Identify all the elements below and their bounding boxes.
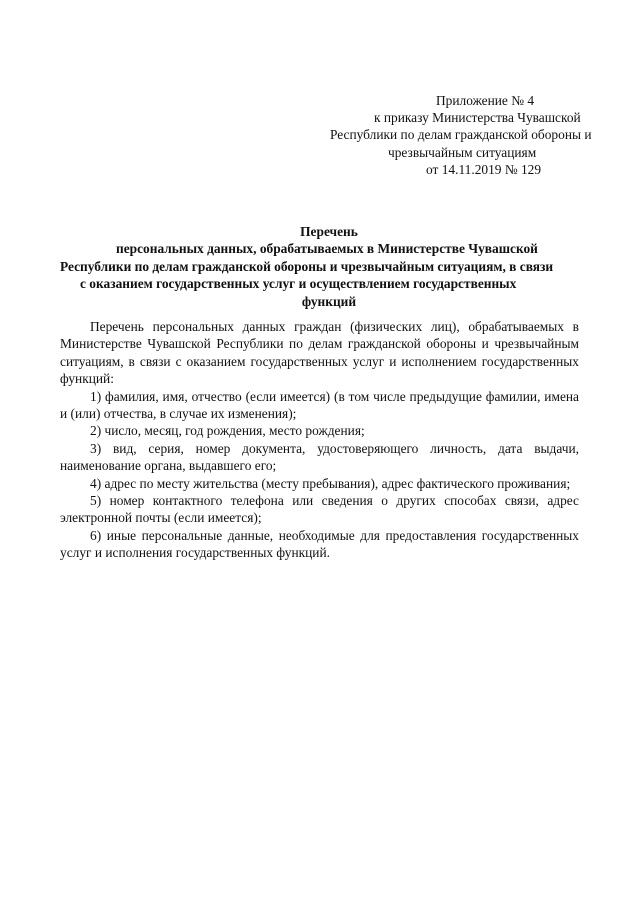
title-line-4: с оказанием государственных услуг и осуществлением государственных (80, 276, 517, 292)
appendix-order-date: от 14.11.2019 № 129 (426, 161, 542, 177)
list-item: 2) число, месяц, год рождения, место рождения; (90, 423, 365, 439)
title-line-5: функций (301, 293, 357, 309)
list-item: 1) фамилия, имя, отчество (если имеется) (в том числе предыдущие фамилии, имена и (или) отчества, в случае их изменения); (60, 388, 579, 422)
list-item: 5) номер контактного телефона или сведения о других способах связи, адрес электронной почты (если имеется); (60, 493, 579, 526)
list-item: 4) адрес по месту жительства (месту пребывания), адрес фактического проживания; (90, 475, 571, 491)
appendix-header (300, 92, 616, 178)
document-body (60, 318, 579, 562)
title-line-2: персональных данных, обрабатываемых в Министерстве Чувашской (116, 241, 538, 257)
document-title (60, 223, 580, 310)
appendix-ministry-line: Республики по делам гражданской обороны и (330, 127, 592, 143)
title-line-1: Перечень (300, 224, 358, 239)
title-line-3: Республики по делам гражданской обороны и чрезвычайным ситуациям, в связи (60, 258, 554, 274)
intro-paragraph: Перечень персональных данных граждан (физических лиц), обрабатываемых в Министерстве Чувашской Республики по делам гражданской обороны и чрезвычайным ситуациям, в связи с оказанием государственных услуг и исполнением государственных функций: (60, 319, 579, 387)
appendix-ministry-line-end: чрезвычайным ситуациям (388, 144, 537, 160)
list-item: 3) вид, серия, номер документа, удостоверяющего личность, дата выдачи, наименование органа, выдавшего его; (60, 440, 579, 474)
list-item: 6) иные персональные данные, необходимые для предоставления государственных услуг и исполнения государственных функций. (60, 527, 579, 561)
appendix-order-ref: к приказу Министерства Чувашской (374, 110, 581, 126)
appendix-number: Приложение № 4 (436, 93, 535, 108)
